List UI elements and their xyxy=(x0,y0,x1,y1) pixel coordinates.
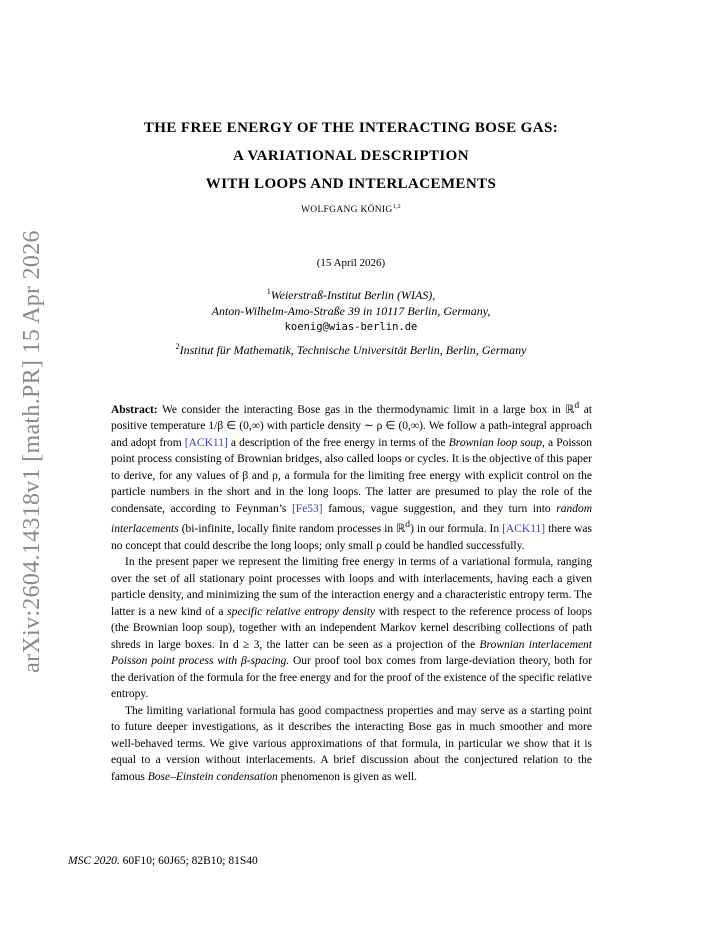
abstract-label: Abstract: xyxy=(111,403,158,416)
author-affil-marks: 1,2 xyxy=(392,204,401,210)
arxiv-side-stamp: arXiv:2604.14318v1 [math.PR] 15 Apr 2026 xyxy=(18,229,45,673)
affiliation-2-mark: 2 xyxy=(175,342,180,351)
abstract-paragraph-2: In the present paper we represent the limiting free energy in terms of a variational formula, ranging over the set of all stationary point processes with loops and with interlacements, having each a given particle density, and minimizing the sum of the interaction energy and a characteristic entropy term. The latter is a new kind of a specific relative entropy density with respect to the reference process of loops (the Brownian loop soup), together with an independent Markov kernel describing collections of path shreds in large boxes. In d ≥ 3, the latter can be seen as a projection of the Brownian interlacement Poisson point process with β-spacing. Our proof tool box comes from large-deviation theory, both for the derivation of the formula for the free energy and for the proof of the existence of the specific relative entropy. xyxy=(111,556,592,701)
citation-ack11-second[interactable]: [ACK11] xyxy=(502,523,546,536)
msc-classification xyxy=(68,855,258,867)
affiliation-2-name: Institut für Mathematik, Technische Universität Berlin, Berlin, Germany xyxy=(179,343,527,357)
abstract-paragraph-3: The limiting variational formula has good compactness properties and may serve as a starting point to future deeper investigations, as it describes the interacting Bose gas in much smoother and more well-behaved terms. We give various approximations of that formula, in particular we show that it is equal to a version without interlacements. A brief discussion about the conjectured relation to the famous Bose–Einstein condensation phenomenon is given as well. xyxy=(111,704,592,783)
affiliation-1-line-1 xyxy=(110,284,592,303)
affiliation-1-line-2: Anton-Wilhelm-Amo-Straße 39 in 10117 Berlin, Germany, xyxy=(211,304,491,318)
msc-codes: 60F10; 60J65; 82B10; 81S40 xyxy=(122,855,258,867)
paper-date: (15 April 2026) xyxy=(316,257,386,269)
affiliation-1-mark: 1 xyxy=(266,287,271,296)
title-line-2: A VARIATIONAL DESCRIPTION xyxy=(233,148,469,164)
author xyxy=(110,204,592,215)
title-line-1: THE FREE ENERGY OF THE INTERACTING BOSE GAS: xyxy=(143,120,559,136)
affiliation-1-name: Weierstraß-Institut Berlin (WIAS), xyxy=(270,288,436,302)
msc-label: MSC 2020. xyxy=(68,855,120,867)
title-line-3: WITH LOOPS AND INTERLACEMENTS xyxy=(205,176,497,192)
paper-title xyxy=(110,114,592,198)
affiliation-1 xyxy=(110,284,592,335)
citation-fe53[interactable]: [Fe53] xyxy=(291,502,323,515)
author-name: WOLFGANG KÖNIG xyxy=(301,205,393,216)
citation-ack11[interactable]: [ACK11] xyxy=(184,436,228,449)
abstract-paragraph-1: Abstract: We consider the interacting Bose gas in the thermodynamic limit in a large box in ℝ$^d$ at positive temperature 1/β ∈ (0,∞) with particle density ∼ ρ ∈ (0,∞). We follow a path-integral approach and adopt from [ACK11] a description of the free energy in terms of the Brownian loop soup, a Poisson point process consisting of Brownian bridges, also called loops or cycles. It is the objective of this paper to derive, for any values of β and ρ, a formula for the limiting free energy with explicit control on the particle numbers in the short and in the long loops. The latter are presumed to play the role of the condensate, according to Feynman’s [Fe53] famous, vague suggestion, and they turn into random interlacements (bi-infinite, locally finite random processes in ℝ$^d$) in our formula. In [ACK11] there was no concept that could describe the long loops; only small ρ could be handled successfully. xyxy=(111,400,593,552)
affiliation-2 xyxy=(100,342,602,358)
author-email[interactable]: koenig@wias-berlin.de xyxy=(284,321,418,333)
abstract xyxy=(111,398,592,785)
